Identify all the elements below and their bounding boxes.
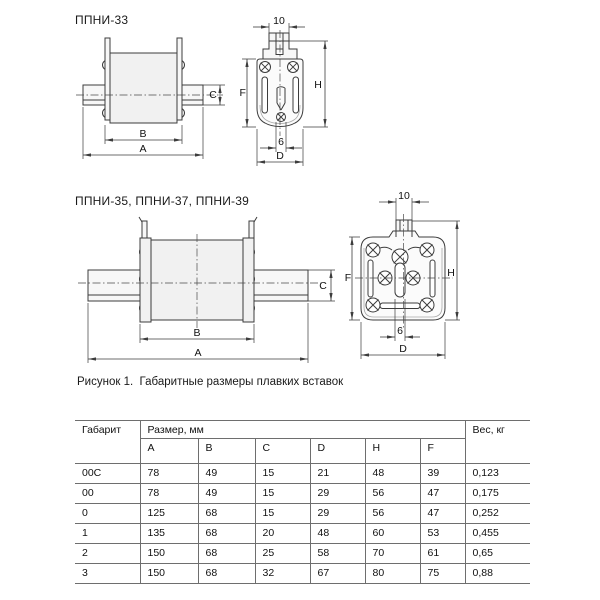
cell-d: 21 — [310, 464, 365, 484]
header-weight-kg: Вес, кг — [465, 421, 530, 464]
col-header-a: A — [140, 439, 198, 464]
dim-label-d: D — [276, 150, 284, 162]
cell-f: 53 — [420, 524, 465, 544]
dimensions-table — [75, 420, 530, 584]
cell-a: 150 — [140, 564, 198, 584]
cell-h: 60 — [365, 524, 420, 544]
table-row — [75, 484, 530, 504]
cell-a: 78 — [140, 484, 198, 504]
ppni35-front-view-drawing — [343, 188, 471, 364]
cell-d: 29 — [310, 504, 365, 524]
dimension-C — [308, 270, 335, 301]
dimension-D — [361, 322, 445, 359]
cell-d: 58 — [310, 544, 365, 564]
dim-label-f: F — [239, 87, 246, 99]
cell-weight: 0,455 — [465, 524, 530, 544]
cell-f: 47 — [420, 484, 465, 504]
table-header-row-2 — [75, 439, 530, 464]
cell-f: 61 — [420, 544, 465, 564]
cell-weight: 0,252 — [465, 504, 530, 524]
fuse-body — [110, 53, 177, 123]
dimension-B — [105, 125, 182, 144]
contact-blades — [139, 217, 257, 240]
figure-title-ppni-33: ППНИ-33 — [75, 13, 129, 27]
cell-h: 56 — [365, 504, 420, 524]
col-header-h: H — [365, 439, 420, 464]
cell-b: 68 — [198, 564, 255, 584]
header-gabarit: Габарит — [75, 421, 140, 464]
ppni33-front-view-drawing — [236, 14, 338, 172]
cell-c: 15 — [255, 504, 310, 524]
cell-weight: 0,88 — [465, 564, 530, 584]
col-header-d: D — [310, 439, 365, 464]
cell-a: 125 — [140, 504, 198, 524]
dim-label-6: 6 — [397, 325, 403, 337]
cell-f: 39 — [420, 464, 465, 484]
table-row — [75, 544, 530, 564]
table-row — [75, 464, 530, 484]
bottom-slot — [380, 303, 420, 309]
cell-gabarit: 1 — [75, 524, 140, 544]
header-size-mm: Размер, мм — [140, 421, 465, 439]
cell-f: 47 — [420, 504, 465, 524]
dim-label-c: C — [319, 280, 327, 292]
cell-h: 70 — [365, 544, 420, 564]
cell-b: 68 — [198, 544, 255, 564]
cell-b: 49 — [198, 464, 255, 484]
cell-b: 68 — [198, 504, 255, 524]
dimension-B — [140, 324, 254, 343]
col-header-f: F — [420, 439, 465, 464]
table-header-row-1 — [75, 421, 530, 439]
dim-label-d: D — [399, 343, 407, 355]
figure-caption: Рисунок 1. Габаритные размеры плавких вставок — [77, 376, 344, 388]
ppni33-side-view-drawing — [75, 30, 225, 165]
dim-label-b: B — [139, 128, 147, 140]
cell-gabarit: 0 — [75, 504, 140, 524]
table-row — [75, 564, 530, 584]
cell-gabarit: 3 — [75, 564, 140, 584]
dim-label-a: A — [139, 143, 147, 155]
cell-a: 78 — [140, 464, 198, 484]
cell-d: 29 — [310, 484, 365, 504]
cell-gabarit: 00C — [75, 464, 140, 484]
cell-c: 32 — [255, 564, 310, 584]
dim-label-b: B — [193, 327, 201, 339]
dim-label-6: 6 — [278, 136, 284, 148]
cell-h: 56 — [365, 484, 420, 504]
dim-label-a: A — [194, 347, 202, 359]
dimension-10 — [379, 190, 429, 220]
dimension-10 — [253, 15, 305, 33]
cell-weight: 0,123 — [465, 464, 530, 484]
dimension-F — [345, 237, 360, 320]
table-row — [75, 524, 530, 544]
cell-gabarit: 2 — [75, 544, 140, 564]
cell-f: 75 — [420, 564, 465, 584]
figure-title-ppni-35-37-39: ППНИ-35, ППНИ-37, ППНИ-39 — [75, 194, 249, 208]
dim-label-c: C — [209, 89, 217, 101]
cell-a: 135 — [140, 524, 198, 544]
cell-c: 15 — [255, 484, 310, 504]
dim-label-10: 10 — [398, 190, 410, 202]
dim-label-10: 10 — [273, 15, 285, 27]
cell-c: 25 — [255, 544, 310, 564]
col-header-c: C — [255, 439, 310, 464]
dim-label-h: H — [447, 267, 455, 279]
cell-d: 67 — [310, 564, 365, 584]
dim-label-f: F — [344, 272, 352, 284]
cell-a: 150 — [140, 544, 198, 564]
cell-b: 68 — [198, 524, 255, 544]
cell-h: 80 — [365, 564, 420, 584]
dimension-F — [240, 59, 257, 127]
table-row — [75, 504, 530, 524]
cell-weight: 0,65 — [465, 544, 530, 564]
cell-c: 15 — [255, 464, 310, 484]
cell-d: 48 — [310, 524, 365, 544]
cell-b: 49 — [198, 484, 255, 504]
cell-h: 48 — [365, 464, 420, 484]
cell-weight: 0,175 — [465, 484, 530, 504]
col-header-b: B — [198, 439, 255, 464]
cell-gabarit: 00 — [75, 484, 140, 504]
cell-c: 20 — [255, 524, 310, 544]
dim-label-h: H — [314, 79, 322, 91]
ppni35-side-view-drawing — [75, 212, 337, 364]
